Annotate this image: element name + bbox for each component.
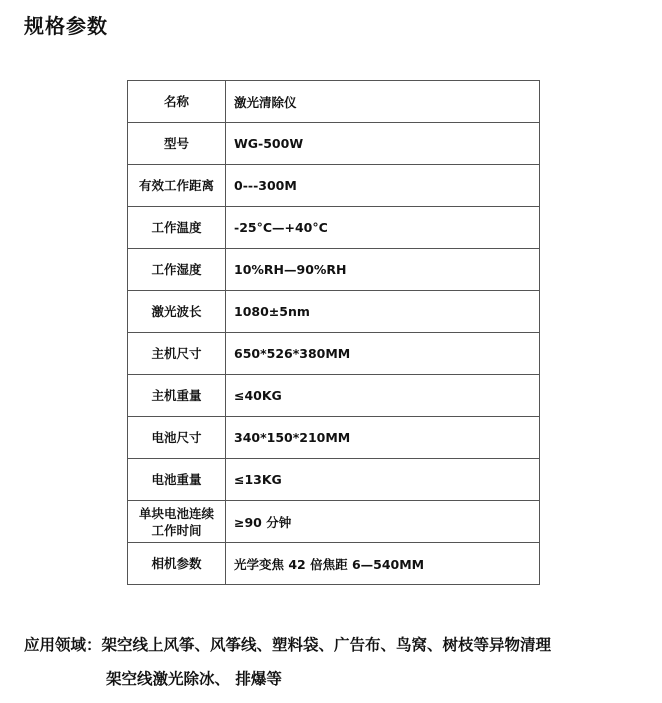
spec-label-text: 型号 [163,136,189,151]
spec-value: 0---300M [226,165,540,207]
spec-value: WG-500W [226,123,540,165]
spec-label-text: 名称 [163,94,189,109]
spec-label [128,81,226,123]
table-row [128,291,540,333]
spec-value: -25°C—+40°C [226,207,540,249]
table-row [128,81,540,123]
table-row [128,375,540,417]
table-row [128,333,540,375]
application-line-1: 应用领域：架空线上风筝、风筝线、塑料袋、广告布、鸟窝、树枝等异物清理 [24,636,552,654]
spec-label [128,333,226,375]
spec-value: 650*526*380MM [226,333,540,375]
spec-value: 光学变焦 42 倍焦距 6—540MM [226,543,540,585]
spec-label [128,291,226,333]
spec-label [128,501,226,543]
spec-label-text: 工作湿度 [151,262,202,277]
table-row [128,165,540,207]
spec-value: ≤13KG [226,459,540,501]
table-row [128,249,540,291]
table-row [128,543,540,585]
spec-value: 1080±5nm [226,291,540,333]
spec-value: ≥90 分钟 [226,501,540,543]
spec-value: 340*150*210MM [226,417,540,459]
spec-label [128,165,226,207]
spec-label-text: 激光波长 [151,304,202,319]
table-row [128,501,540,543]
spec-label [128,123,226,165]
table-row [128,123,540,165]
application-line-2: 架空线激光除冰、 排爆等 [106,670,282,688]
spec-label [128,375,226,417]
application-section [24,628,551,696]
spec-table [127,80,540,585]
spec-label [128,459,226,501]
spec-label-text: 相机参数 [151,556,202,571]
spec-value: 激光清除仪 [226,81,540,123]
spec-label [128,249,226,291]
spec-label-text: 主机尺寸 [151,346,202,361]
page-title: 规格参数 [24,14,108,38]
spec-label-text: 电池重量 [151,472,202,487]
spec-label [128,207,226,249]
spec-value: 10%RH—90%RH [226,249,540,291]
spec-label [128,543,226,585]
spec-value: ≤40KG [226,375,540,417]
table-row [128,417,540,459]
table-row [128,207,540,249]
spec-label-text: 电池尺寸 [151,430,202,445]
spec-label-text: 有效工作距离 [138,178,214,193]
spec-label [128,417,226,459]
spec-label-text: 工作温度 [151,220,202,235]
spec-label-text: 主机重量 [151,388,202,403]
table-row [128,459,540,501]
spec-label-text: 单块电池连续 工作时间 [138,505,214,538]
